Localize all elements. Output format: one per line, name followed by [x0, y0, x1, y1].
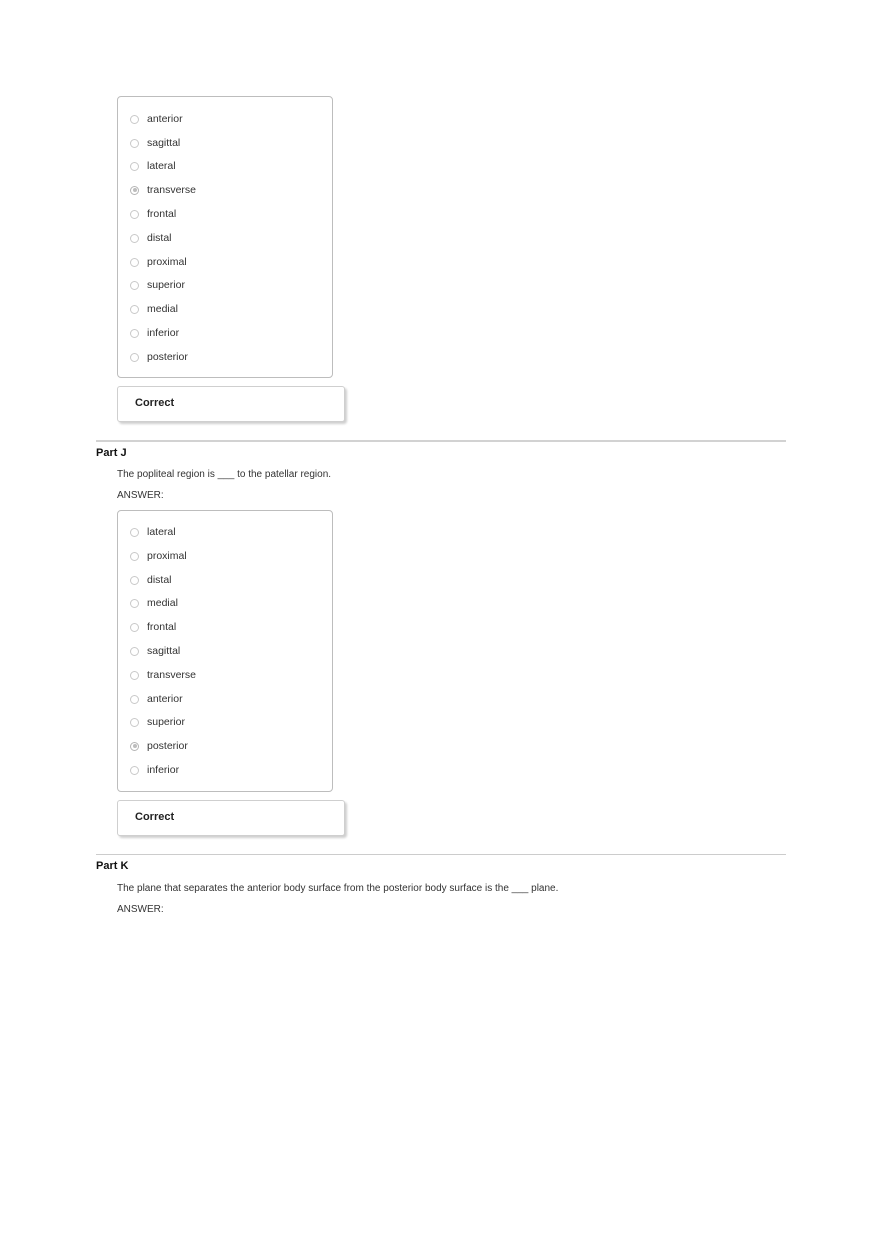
- option-label: anterior: [147, 113, 183, 125]
- option-label: medial: [147, 597, 178, 609]
- option-label: anterior: [147, 693, 183, 705]
- radio-button-selected[interactable]: [130, 186, 139, 195]
- option-label: distal: [147, 574, 172, 586]
- radio-button[interactable]: [130, 258, 139, 267]
- part-i-option-proximal[interactable]: [118, 254, 187, 270]
- part-j-option-medial[interactable]: [118, 595, 178, 611]
- part-j-option-superior[interactable]: [118, 714, 185, 730]
- option-label: sagittal: [147, 137, 181, 149]
- radio-button[interactable]: [130, 671, 139, 680]
- radio-button[interactable]: [130, 353, 139, 362]
- part-i-option-frontal[interactable]: [118, 206, 176, 222]
- option-label: transverse: [147, 184, 197, 196]
- option-label: proximal: [147, 550, 187, 562]
- option-label: posterior: [147, 740, 188, 752]
- radio-button[interactable]: [130, 329, 139, 338]
- radio-button[interactable]: [130, 162, 139, 171]
- part-i-option-superior[interactable]: [118, 277, 185, 293]
- part-i-feedback-box: [117, 386, 345, 422]
- option-label: superior: [147, 279, 185, 291]
- radio-button[interactable]: [130, 576, 139, 585]
- part-j-option-proximal[interactable]: [118, 548, 187, 564]
- radio-button[interactable]: [130, 718, 139, 727]
- part-i-option-inferior[interactable]: [118, 325, 179, 341]
- option-label: sagittal: [147, 645, 181, 657]
- option-label: medial: [147, 303, 178, 315]
- radio-button[interactable]: [130, 647, 139, 656]
- option-label: frontal: [147, 621, 177, 633]
- part-i-option-medial[interactable]: [118, 301, 178, 317]
- option-label: frontal: [147, 208, 177, 220]
- radio-button[interactable]: [130, 695, 139, 704]
- radio-button[interactable]: [130, 766, 139, 775]
- part-i-option-transverse[interactable]: [118, 182, 196, 198]
- part-j-question: The popliteal region is ___ to the patellar region.: [117, 469, 332, 480]
- part-j-title: Part J: [96, 447, 127, 459]
- part-j-option-frontal[interactable]: [118, 619, 176, 635]
- radio-button[interactable]: [130, 623, 139, 632]
- option-label: inferior: [147, 327, 180, 339]
- part-j-option-anterior[interactable]: [118, 691, 183, 707]
- radio-button-selected[interactable]: [130, 742, 139, 751]
- part-j-feedback-box: [117, 800, 345, 836]
- part-i-option-anterior[interactable]: [118, 111, 183, 127]
- radio-button[interactable]: [130, 305, 139, 314]
- part-j-choice-list: [117, 510, 333, 792]
- radio-button[interactable]: [130, 115, 139, 124]
- option-label: distal: [147, 232, 172, 244]
- radio-button[interactable]: [130, 281, 139, 290]
- radio-button[interactable]: [130, 210, 139, 219]
- part-j-option-transverse[interactable]: [118, 667, 196, 683]
- radio-button[interactable]: [130, 234, 139, 243]
- radio-button[interactable]: [130, 528, 139, 537]
- radio-button[interactable]: [130, 552, 139, 561]
- part-j-option-inferior[interactable]: [118, 762, 179, 778]
- option-label: transverse: [147, 669, 197, 681]
- option-label: superior: [147, 716, 185, 728]
- part-k-answer-label: ANSWER:: [117, 904, 164, 915]
- section-divider: [96, 440, 786, 442]
- option-label: lateral: [147, 160, 176, 172]
- part-j-option-posterior[interactable]: [118, 738, 188, 754]
- part-i-option-sagittal[interactable]: [118, 135, 180, 151]
- part-j-answer-label: ANSWER:: [117, 490, 164, 501]
- option-label: inferior: [147, 764, 180, 776]
- part-i-option-distal[interactable]: [118, 230, 172, 246]
- part-j-option-lateral[interactable]: [118, 524, 176, 540]
- part-k-question: The plane that separates the anterior body surface from the posterior body surface is the ___ plane.: [117, 883, 559, 894]
- option-label: proximal: [147, 256, 187, 268]
- feedback-text: Correct: [135, 397, 175, 409]
- radio-button[interactable]: [130, 599, 139, 608]
- option-label: lateral: [147, 526, 176, 538]
- part-j-option-distal[interactable]: [118, 572, 172, 588]
- part-k-title: Part K: [96, 860, 129, 872]
- part-i-choice-list: [117, 96, 333, 378]
- part-i-option-lateral[interactable]: [118, 158, 176, 174]
- part-i-option-posterior[interactable]: [118, 349, 188, 365]
- part-j-option-sagittal[interactable]: [118, 643, 180, 659]
- feedback-text: Correct: [135, 811, 175, 823]
- option-label: posterior: [147, 351, 188, 363]
- radio-button[interactable]: [130, 139, 139, 148]
- section-divider: [96, 854, 786, 855]
